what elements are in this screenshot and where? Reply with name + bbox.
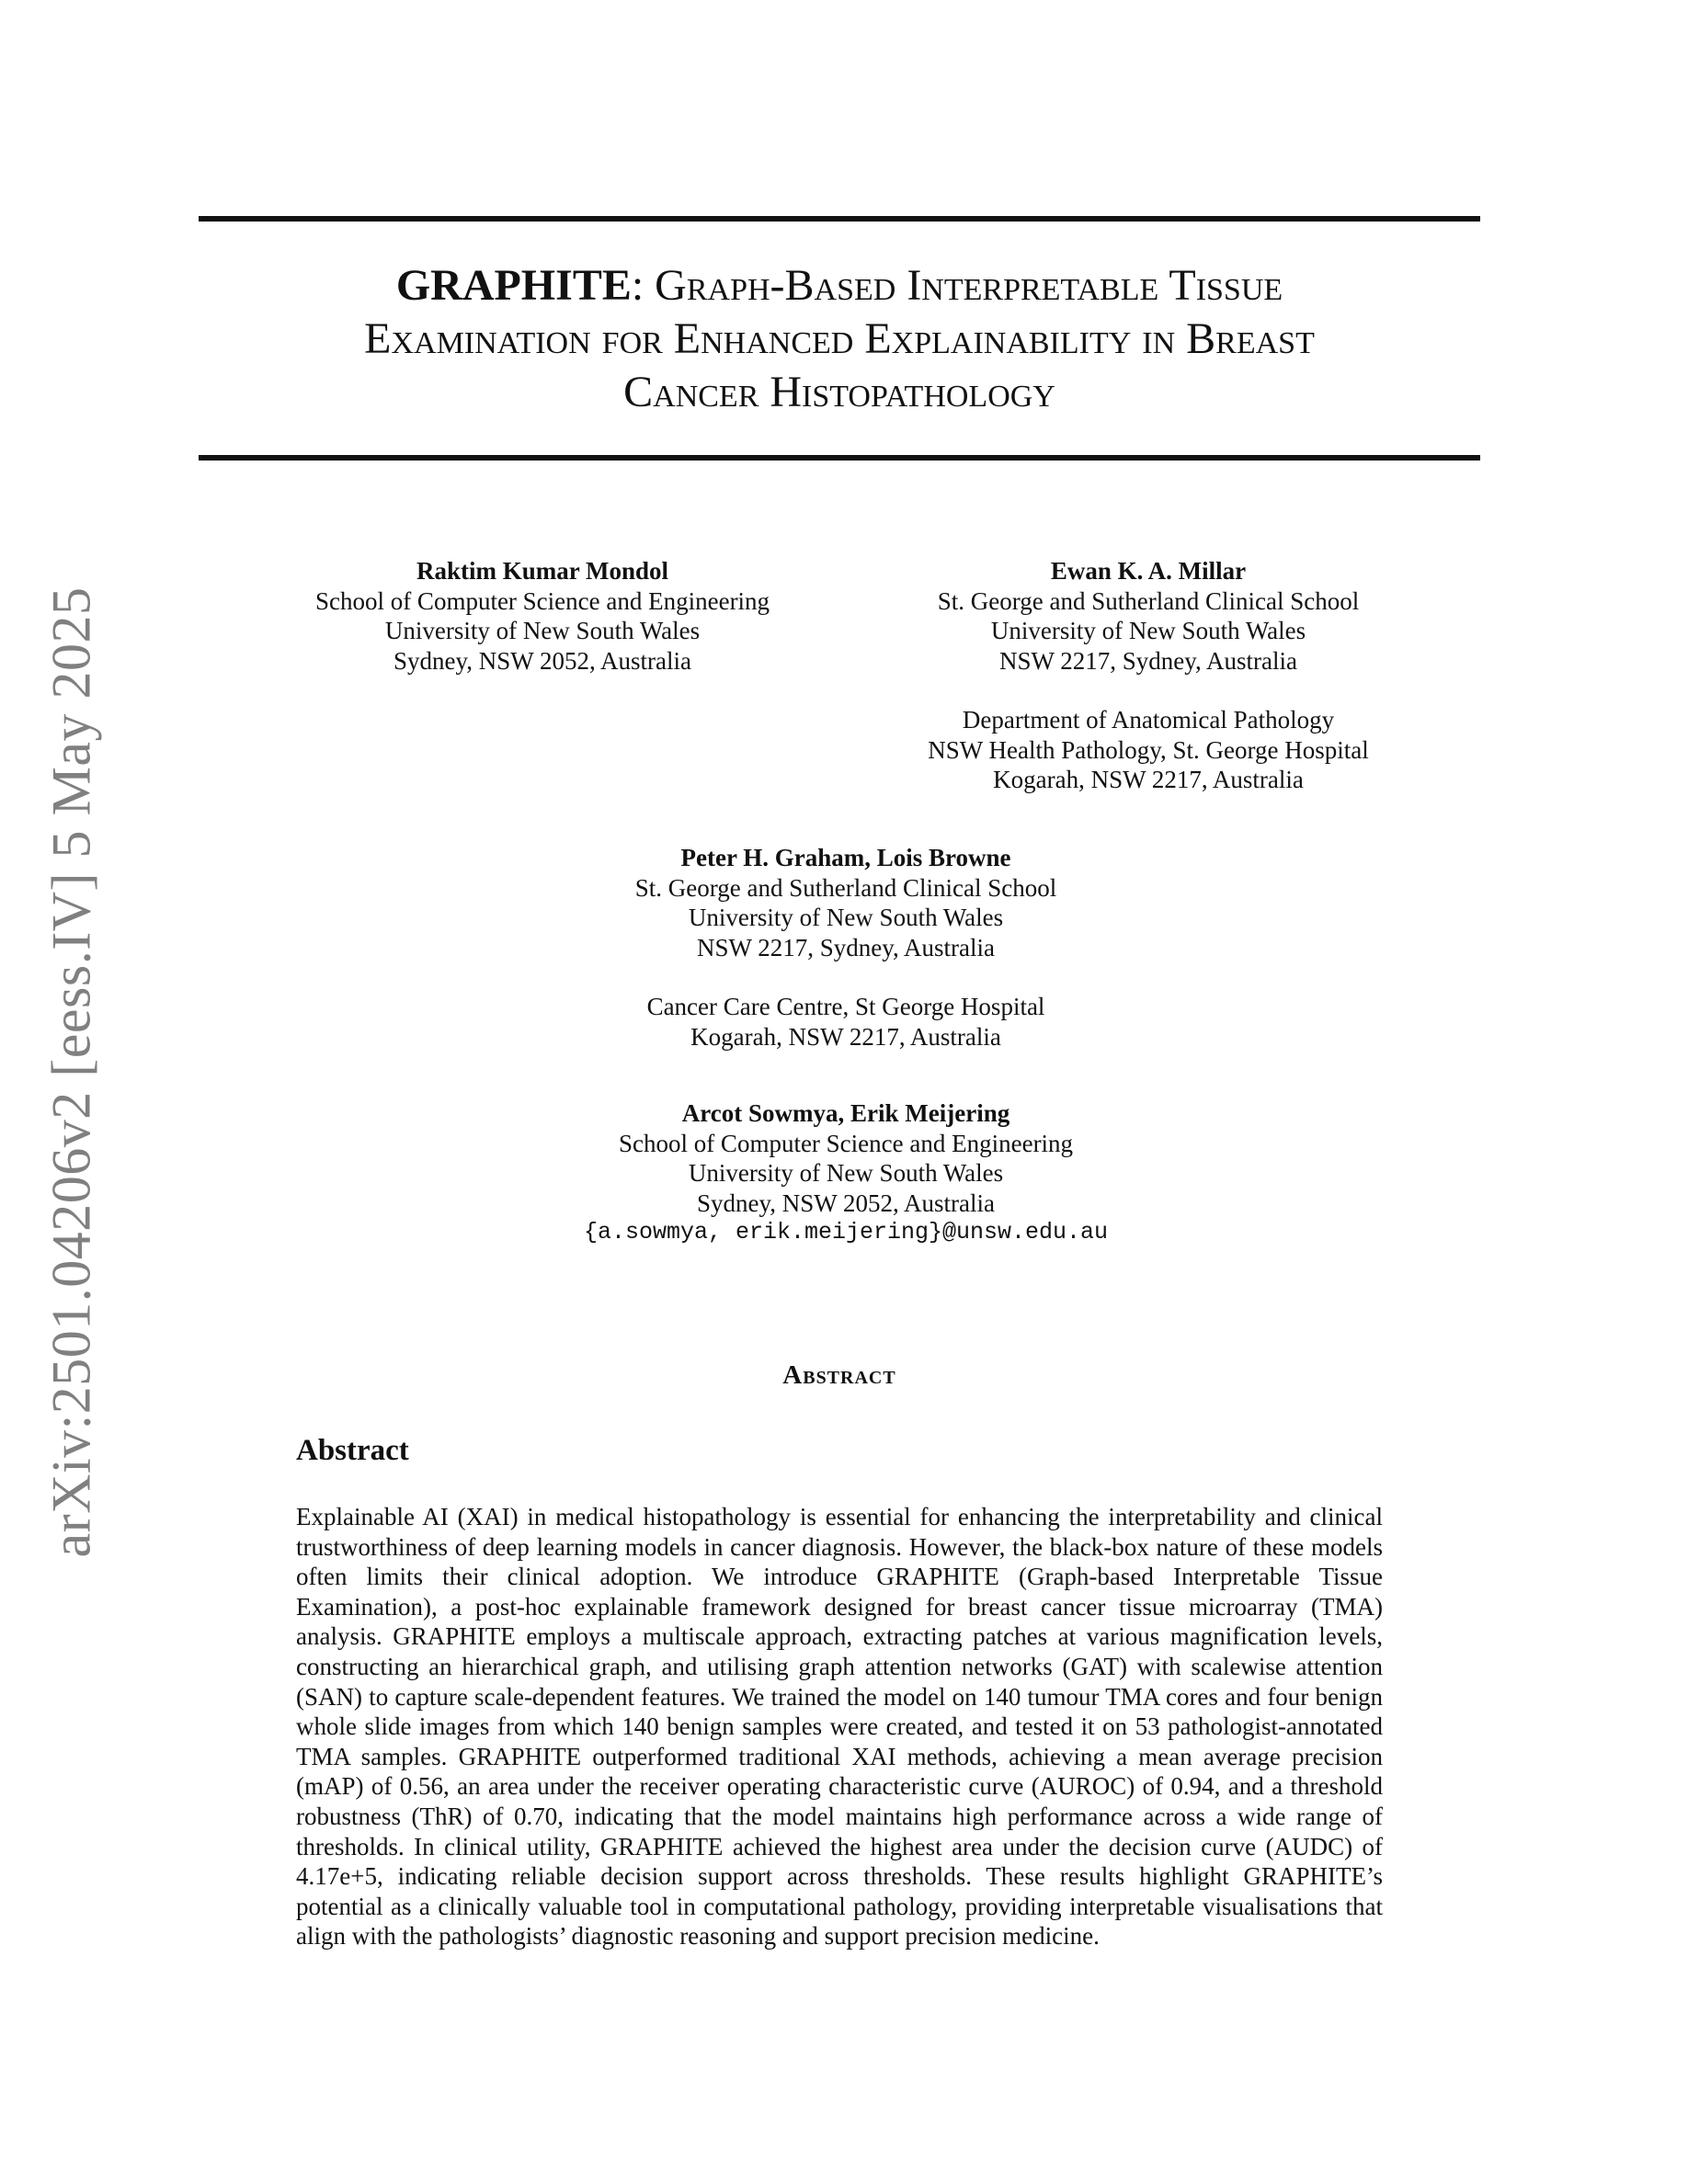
author-affiliation-line: St. George and Sutherland Clinical School (937, 586, 1360, 615)
author-affiliation-line: Kogarah, NSW 2217, Australia (690, 1022, 1001, 1051)
author-affiliation-line: NSW 2217, Sydney, Australia (697, 933, 995, 961)
author-affiliation-line: University of New South Wales (688, 1159, 1004, 1187)
paper-title-line-2: Examination for Enhanced Explainability in Breast (364, 314, 1315, 363)
author-block-graham-browne (570, 843, 1122, 1052)
paper-title (199, 259, 1480, 419)
abstract-body: Explainable AI (XAI) in medical histopathology is essential for enhancing the interpretability and clinical trustworthiness of deep learning models in cancer diagnosis. However, the black-box nature of these models often limits their clinical adoption. We introduce GRAPHITE (Graph-based Interpretable Tissue Examination), a post-hoc explainable framework designed for breast cancer tissue microarray (TMA) analysis. GRAPHITE employs a multiscale approach, extracting patches at various magnification levels, constructing an hierarchical graph, and utilising graph attention networks (GAT) with scalewise attention (SAN) to capture scale-dependent features. We trained the model on 140 tumour TMA cores and four benign whole slide images from which 140 benign samples were created, and tested it on 53 pathologist-annotated TMA samples. GRAPHITE outperformed traditional XAI methods, achieving a mean average precision (mAP) of 0.56, an area under the receiver operating characteristic curve (AUROC) of 0.94, and a threshold robustness (ThR) of 0.70, indicating that the model maintains high performance across a wide range of thresholds. In clinical utility, GRAPHITE achieved the highest area under the decision curve (AUDC) of 4.17e+5, indicating reliable decision support across thresholds. These results highlight GRAPHITE’s potential as a clinically valuable tool in computational pathology, providing interpretable visualisations that align with the pathologists’ diagnostic reasoning and support precision medicine. (296, 1503, 1383, 1951)
abstract-subheading: Abstract (296, 1434, 409, 1467)
author-affiliation-line: School of Computer Science and Engineering (314, 586, 770, 615)
author-affiliation-line: University of New South Wales (688, 904, 1004, 931)
author-name: Arcot Sowmya, Erik Meijering (681, 1099, 1010, 1127)
author-affiliation-line: School of Computer Science and Engineering (618, 1129, 1074, 1157)
author-affiliation-line: Kogarah, NSW 2217, Australia (993, 766, 1304, 793)
arxiv-sidebar-stamp (40, 577, 103, 1566)
author-block-millar (868, 556, 1429, 795)
author-name: Ewan K. A. Millar (1050, 557, 1247, 585)
author-affiliation-line: NSW Health Pathology, St. George Hospital (928, 735, 1369, 764)
author-affiliation-line: University of New South Wales (990, 617, 1306, 644)
author-affiliation-line: NSW 2217, Sydney, Australia (999, 646, 1297, 675)
author-affiliation-line: Sydney, NSW 2052, Australia (393, 646, 691, 675)
arxiv-identifier: arXiv:2501.04206v2 [eess.IV] 5 May 2025 (40, 586, 102, 1557)
author-affiliation-line: Sydney, NSW 2052, Australia (697, 1189, 995, 1217)
author-affiliation-line: Department of Anatomical Pathology (962, 706, 1335, 734)
author-affiliation-line: Cancer Care Centre, St George Hospital (646, 993, 1045, 1020)
author-affiliation-line: St. George and Sutherland Clinical School (634, 873, 1057, 902)
author-block-sowmya-meijering (542, 1098, 1149, 1248)
author-name: Peter H. Graham, Lois Browne (680, 844, 1011, 871)
author-name: Raktim Kumar Mondol (416, 557, 669, 585)
affiliation-spacer (570, 962, 1122, 992)
paper-title-line-3: Cancer Histopathology (623, 368, 1055, 416)
abstract-heading: Abstract (782, 1360, 896, 1390)
title-top-rule (199, 216, 1480, 222)
author-affiliation-line: University of New South Wales (384, 617, 701, 644)
author-email: {a.sowmya, erik.meijering}@unsw.edu.au (583, 1219, 1109, 1246)
author-block-mondol (276, 556, 809, 676)
affiliation-spacer (868, 676, 1429, 705)
title-bottom-rule (199, 455, 1480, 461)
paper-title-line-1: : Graph-Based Interpretable Tissue (631, 261, 1283, 310)
paper-title-lead: GRAPHITE (395, 261, 632, 310)
